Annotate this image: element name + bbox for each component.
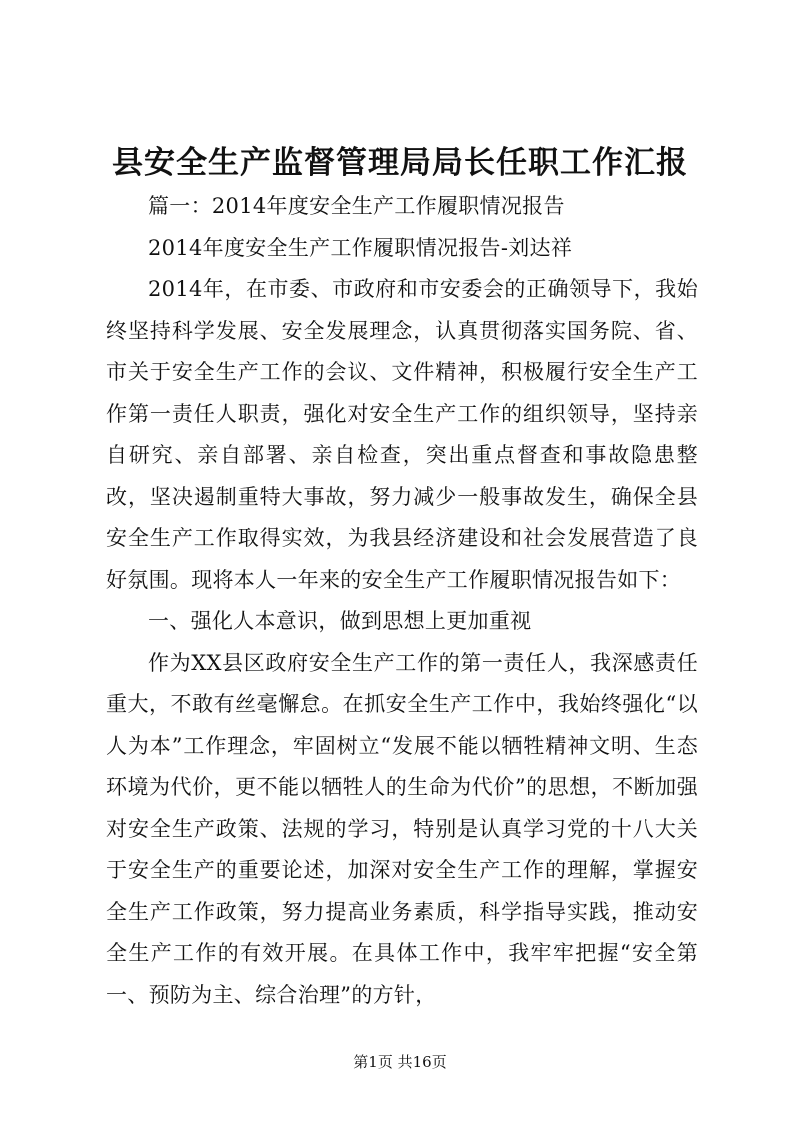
page-footer: 第1页 共16页: [353, 1053, 447, 1071]
paragraph-section-heading: 一、强化人本意识，做到思想上更加重视: [148, 609, 532, 633]
paragraph-intro: 2014年，在市委、市政府和市安委会的正确领导下，我始终坚持科学发展、安全发展理念，认真贯彻落实国务院、省、市关于安全生产工作的会议、文件精神，积极履行安全生产工作第一责任人职责，强化对安全生产工作的组织领导，坚持亲自研究、亲自部署、亲自检查，突出重点督查和事故隐患整改，坚决遏制重特大事故，努力减少一般事故发生，确保全县安全生产工作取得实效，为我县经济建设和社会发展营造了良好氛围。现将本人一年来的安全生产工作履职情况报告如下：: [106, 277, 698, 592]
paragraph-section-body: 作为XX县区政府安全生产工作的第一责任人，我深感责任重大，不敢有丝毫懈怠。在抓安全生产工作中，我始终强化“以人为本”工作理念，牢固树立“发展不能以牺牲精神文明、生态环境为代价，更不能以牺牲人的生命为代价”的思想，不断加强对安全生产政策、法规的学习，特别是认真学习党的十八大关于安全生产的重要论述，加深对安全生产工作的理解，掌握安全生产工作政策，努力提高业务素质，科学指导实践，推动安全生产工作的有效开展。在具体工作中，我牢牢把握“安全第一、预防为主、综合治理”的方针，: [106, 650, 698, 1007]
document-body: [106, 186, 698, 1016]
paragraph-report-heading: 2014年度安全生产工作履职情况报告-刘达祥: [148, 235, 573, 260]
paragraph-subtitle: 篇一：2014年度安全生产工作履职情况报告: [148, 194, 565, 218]
document-title: 县安全生产监督管理局局长任职工作汇报: [112, 145, 688, 181]
